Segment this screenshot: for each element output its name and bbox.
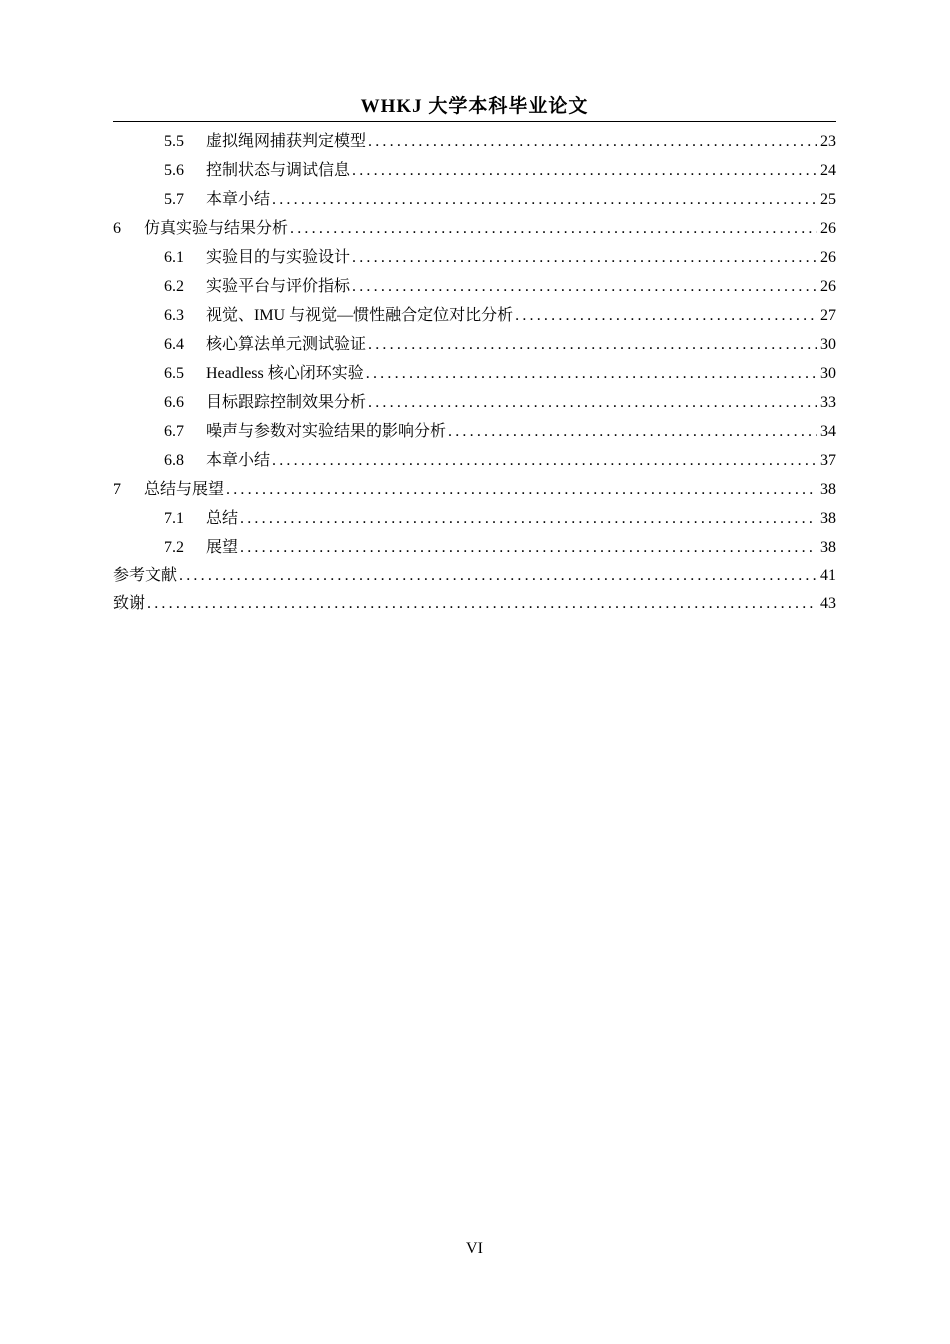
toc-entry-title: 目标跟踪控制效果分析 [206, 394, 367, 411]
dot-leader [272, 185, 817, 214]
toc-entry-references[interactable] [113, 562, 836, 590]
toc-entry-page: 38 [820, 481, 836, 498]
dot-leader [366, 359, 817, 388]
page-number: VI [466, 1240, 483, 1257]
toc-entry-acknowledgements[interactable] [113, 590, 836, 618]
toc-entry[interactable] [113, 446, 836, 475]
toc-entry-title: 实验目的与实验设计 [206, 249, 351, 266]
toc-entry[interactable] [113, 156, 836, 185]
toc-entry-page: 30 [820, 365, 836, 382]
dot-leader [368, 127, 817, 156]
toc-entry-title: 控制状态与调试信息 [206, 162, 351, 179]
toc-entry-chapter[interactable] [113, 214, 836, 243]
toc-entry-page: 30 [820, 336, 836, 353]
dot-leader [240, 533, 817, 562]
toc-entry-title: 总结与展望 [144, 481, 225, 498]
toc-entry-page: 24 [820, 162, 836, 179]
toc-entry-title: 本章小结 [206, 452, 271, 469]
toc-entry-page: 26 [820, 220, 836, 237]
dot-leader [448, 417, 817, 446]
toc-entry-number: 6.7 [164, 423, 184, 440]
toc-entry[interactable] [113, 388, 836, 417]
toc-entry-title: 致谢 [113, 595, 146, 612]
dot-leader [240, 504, 817, 533]
toc-entry-number: 6.6 [164, 394, 184, 411]
dot-leader [290, 214, 817, 243]
toc-entry-title: 视觉、IMU 与视觉—惯性融合定位对比分析 [206, 307, 514, 324]
toc-entry[interactable] [113, 301, 836, 330]
toc-entry-page: 26 [820, 249, 836, 266]
toc-entry-title: 噪声与参数对实验结果的影响分析 [206, 423, 447, 440]
dot-leader [368, 330, 817, 359]
toc-entry-title: 虚拟绳网捕获判定模型 [206, 133, 367, 150]
toc-entry-number: 6.8 [164, 452, 184, 469]
toc-entry-title: 仿真实验与结果分析 [144, 220, 289, 237]
toc-entry-chapter[interactable] [113, 475, 836, 504]
dot-leader [352, 243, 817, 272]
toc-entry-number: 5.6 [164, 162, 184, 179]
toc-entry-number: 7.2 [164, 539, 184, 556]
toc-entry-page: 38 [820, 539, 836, 556]
toc-entry-page: 23 [820, 133, 836, 150]
toc-entry-number: 5.5 [164, 133, 184, 150]
toc-entry-page: 34 [820, 423, 836, 440]
toc-entry-title: Headless 核心闭环实验 [206, 365, 364, 382]
toc-entry-page: 43 [820, 595, 836, 612]
dot-leader [515, 301, 817, 330]
toc-entry-page: 33 [820, 394, 836, 411]
toc-entry-number: 5.7 [164, 191, 184, 208]
dot-leader [226, 475, 817, 504]
toc-entry-title: 展望 [206, 539, 239, 556]
toc-entry-number: 6.4 [164, 336, 184, 353]
toc-entry[interactable] [113, 185, 836, 214]
toc-entry-title: 本章小结 [206, 191, 271, 208]
toc-entry-page: 26 [820, 278, 836, 295]
dot-leader [179, 562, 817, 590]
toc-entry-number: 6.2 [164, 278, 184, 295]
toc-entry[interactable] [113, 359, 836, 388]
toc-entry[interactable] [113, 272, 836, 301]
toc-entry[interactable] [113, 533, 836, 562]
dot-leader [147, 590, 817, 618]
toc-entry-number: 6 [113, 220, 121, 237]
toc-entry-page: 41 [820, 567, 836, 584]
toc-entry-number: 6.1 [164, 249, 184, 266]
header-rule [113, 121, 836, 122]
toc-entry-page: 27 [820, 307, 836, 324]
toc-entry-number: 7 [113, 481, 121, 498]
toc-entry[interactable] [113, 127, 836, 156]
dot-leader [352, 272, 817, 301]
toc-entry-title: 总结 [206, 510, 239, 527]
toc-entry-page: 25 [820, 191, 836, 208]
toc-entry-page: 37 [820, 452, 836, 469]
dot-leader [368, 388, 817, 417]
table-of-contents [113, 127, 836, 618]
toc-entry-number: 6.5 [164, 365, 184, 382]
toc-entry-title: 参考文献 [113, 567, 178, 584]
toc-entry-number: 6.3 [164, 307, 184, 324]
dot-leader [352, 156, 817, 185]
toc-entry[interactable] [113, 504, 836, 533]
dot-leader [272, 446, 817, 475]
toc-entry[interactable] [113, 243, 836, 272]
toc-entry-title: 核心算法单元测试验证 [206, 336, 367, 353]
toc-entry[interactable] [113, 417, 836, 446]
toc-entry-title: 实验平台与评价指标 [206, 278, 351, 295]
page-header-title: WHKJ 大学本科毕业论文 [360, 96, 589, 117]
toc-entry[interactable] [113, 330, 836, 359]
toc-entry-number: 7.1 [164, 510, 184, 527]
toc-entry-page: 38 [820, 510, 836, 527]
